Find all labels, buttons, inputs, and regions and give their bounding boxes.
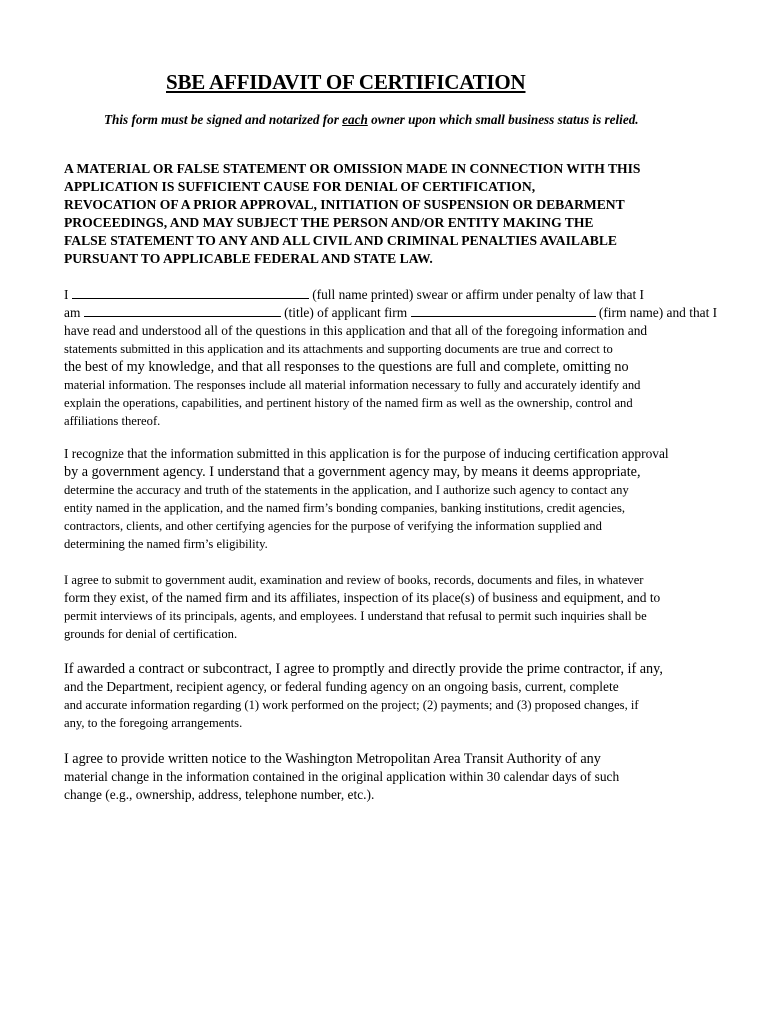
affirmation-title-line bbox=[64, 304, 754, 322]
warning-line: PROCEEDINGS, AND MAY SUBJECT THE PERSON AND/OR ENTITY MAKING THE bbox=[64, 215, 594, 230]
paragraph-line: by a government agency. I understand that a government agency may, by means it deems appropriate, bbox=[64, 464, 641, 480]
contract-info-paragraph bbox=[64, 660, 754, 732]
am-label: am bbox=[64, 305, 81, 320]
firm-name-label: (firm name) and that I bbox=[598, 305, 718, 320]
instruction-text-after: owner upon which small business status is relied. bbox=[367, 112, 639, 127]
paragraph-line: contractors, clients, and other certifying agencies for the purpose of verifying the information supplied and bbox=[64, 519, 602, 533]
warning-line: REVOCATION OF A PRIOR APPROVAL, INITIATION OF SUSPENSION OR DEBARMENT bbox=[64, 197, 625, 212]
full-name-label: (full name printed) swear or affirm under penalty of law that I bbox=[312, 287, 644, 302]
penalty-warning bbox=[64, 160, 724, 268]
paragraph-line: change (e.g., ownership, address, telephone number, etc.). bbox=[64, 787, 375, 802]
paragraph-line: I agree to provide written notice to the Washington Metropolitan Area Transit Authority of any bbox=[64, 751, 601, 767]
paragraph-line: If awarded a contract or subcontract, I agree to promptly and directly provide the prime contractor, if any, bbox=[64, 661, 663, 677]
title-field[interactable] bbox=[84, 304, 281, 317]
affirmation-line: explain the operations, capabilities, and pertinent history of the named firm as well as the ownership, control and bbox=[64, 396, 633, 410]
paragraph-line: determine the accuracy and truth of the statements in the application, and I authorize such agency to contact any bbox=[64, 483, 629, 497]
affirmation-paragraph bbox=[64, 286, 754, 430]
paragraph-line: I recognize that the information submitted in this application is for the purpose of inducing certification approval bbox=[64, 446, 669, 461]
paragraph-line: material change in the information contained in the original application within 30 calendar days of such bbox=[64, 769, 620, 784]
firm-name-field[interactable] bbox=[411, 304, 596, 317]
audit-paragraph bbox=[64, 571, 754, 643]
instruction-emphasis: each bbox=[342, 112, 368, 127]
paragraph-line: I agree to submit to government audit, examination and review of books, records, documents and files, in whatever bbox=[64, 573, 644, 587]
warning-line: A MATERIAL OR FALSE STATEMENT OR OMISSION MADE IN CONNECTION WITH THIS bbox=[64, 161, 641, 176]
paragraph-line: and the Department, recipient agency, or federal funding agency on an ongoing basis, current, complete bbox=[64, 679, 619, 694]
affirmation-line: affiliations thereof. bbox=[64, 414, 161, 428]
paragraph-line: any, to the foregoing arrangements. bbox=[64, 716, 243, 730]
paragraph-line: form they exist, of the named firm and its affiliates, inspection of its place(s) of business and equipment, and to bbox=[64, 590, 661, 605]
authorization-paragraph bbox=[64, 445, 754, 553]
instruction-text-before: This form must be signed and notarized for bbox=[104, 112, 343, 127]
paragraph-line: entity named in the application, and the named firm’s bonding companies, banking institutions, credit agencies, bbox=[64, 501, 625, 515]
full-name-field[interactable] bbox=[72, 286, 309, 299]
document-title: SBE AFFIDAVIT OF CERTIFICATION bbox=[166, 70, 526, 94]
affirmation-line: the best of my knowledge, and that all responses to the questions are full and complete, omitting no bbox=[64, 359, 629, 375]
paragraph-line: permit interviews of its principals, agents, and employees. I understand that refusal to permit such inquiries shall be bbox=[64, 609, 647, 623]
warning-line: APPLICATION IS SUFFICIENT CAUSE FOR DENIAL OF CERTIFICATION, bbox=[64, 179, 536, 194]
affirmation-line: statements submitted in this application and its attachments and supporting documents are true and correct to bbox=[64, 342, 613, 356]
paragraph-line: determining the named firm’s eligibility. bbox=[64, 537, 268, 551]
signing-instruction bbox=[104, 112, 639, 128]
paragraph-line: grounds for denial of certification. bbox=[64, 627, 238, 641]
affirmation-name-line bbox=[64, 286, 754, 304]
warning-line: PURSUANT TO APPLICABLE FEDERAL AND STATE LAW. bbox=[64, 251, 433, 266]
notice-paragraph bbox=[64, 750, 754, 804]
i-label: I bbox=[64, 287, 69, 302]
title-label: (title) of applicant firm bbox=[284, 305, 408, 320]
paragraph-line: and accurate information regarding (1) work performed on the project; (2) payments; and (3) proposed changes, if bbox=[64, 698, 639, 712]
warning-line: FALSE STATEMENT TO ANY AND ALL CIVIL AND CRIMINAL PENALTIES AVAILABLE bbox=[64, 233, 617, 248]
affirmation-line: material information. The responses include all material information necessary to fully and accurately identify and bbox=[64, 378, 641, 392]
affirmation-line: have read and understood all of the questions in this application and that all of the foregoing information and bbox=[64, 323, 648, 338]
